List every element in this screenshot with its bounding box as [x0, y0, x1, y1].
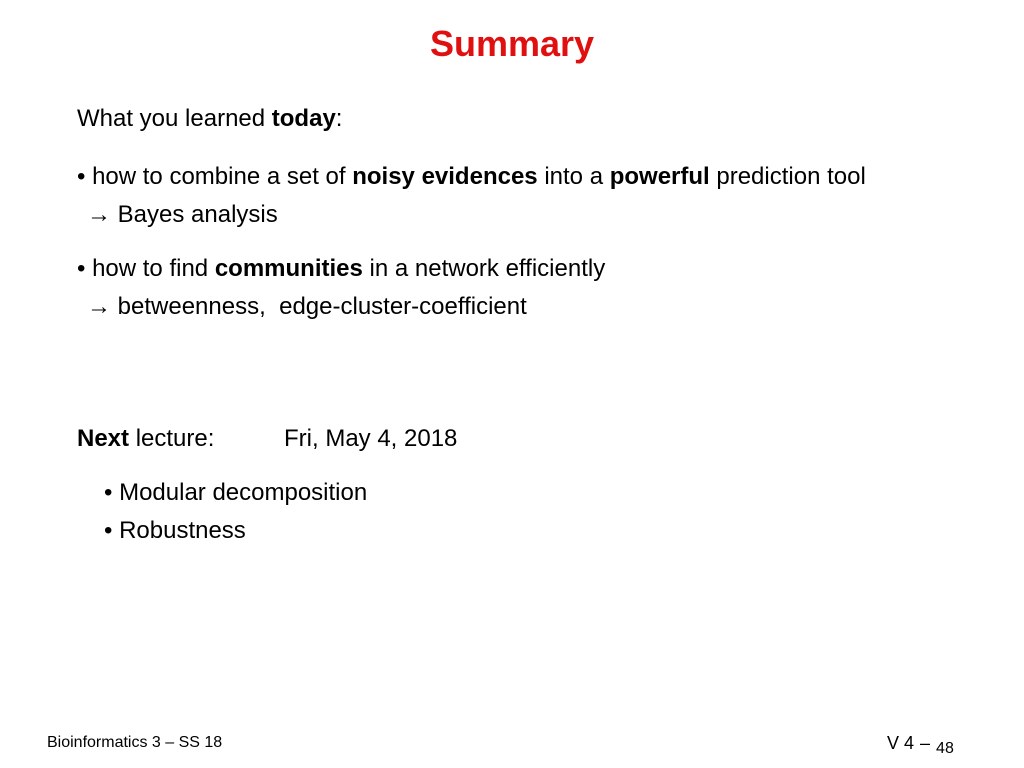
- footer-dash: –: [920, 733, 931, 753]
- bullet-1-line-2: → Bayes analysis: [87, 201, 278, 228]
- bullet-1-text-c: into a: [537, 163, 610, 190]
- footer-page-info: [887, 731, 954, 757]
- intro-bold: today: [271, 105, 336, 132]
- intro-suffix: :: [335, 105, 343, 132]
- bullet-2-bold-b: communities: [214, 255, 363, 282]
- topic-item: • Modular decomposition: [104, 479, 368, 506]
- intro-prefix: What you learned: [77, 105, 272, 132]
- topic-item: • Robustness: [104, 517, 246, 544]
- bullet-1-text-e: prediction tool: [709, 163, 866, 190]
- bullet-1-bold-b: noisy evidences: [352, 163, 538, 190]
- next-lecture-date: Fri, May 4, 2018: [284, 425, 458, 452]
- next-lecture-label: [77, 424, 214, 454]
- intro-line: [77, 104, 342, 134]
- bullet-2-line-1: [77, 254, 605, 284]
- bullet-2-text-a: • how to find: [77, 255, 215, 282]
- slide-title: Summary: [429, 23, 595, 64]
- bullet-1-bold-d: powerful: [609, 163, 710, 190]
- next-lecture-text: lecture:: [129, 425, 215, 452]
- next-lecture-bold: Next: [77, 425, 130, 452]
- bullet-1-line-1: [77, 162, 866, 192]
- footer-page-number: 48: [936, 740, 954, 757]
- bullet-2-line-2: → betweenness, edge-cluster-coefficient: [87, 293, 527, 320]
- bullet-2-text-c: in a network efficiently: [362, 255, 606, 282]
- bullet-1-text-a: • how to combine a set of: [77, 163, 353, 190]
- footer-course: Bioinformatics 3 – SS 18: [47, 734, 223, 751]
- footer-lecture: V 4: [887, 733, 915, 753]
